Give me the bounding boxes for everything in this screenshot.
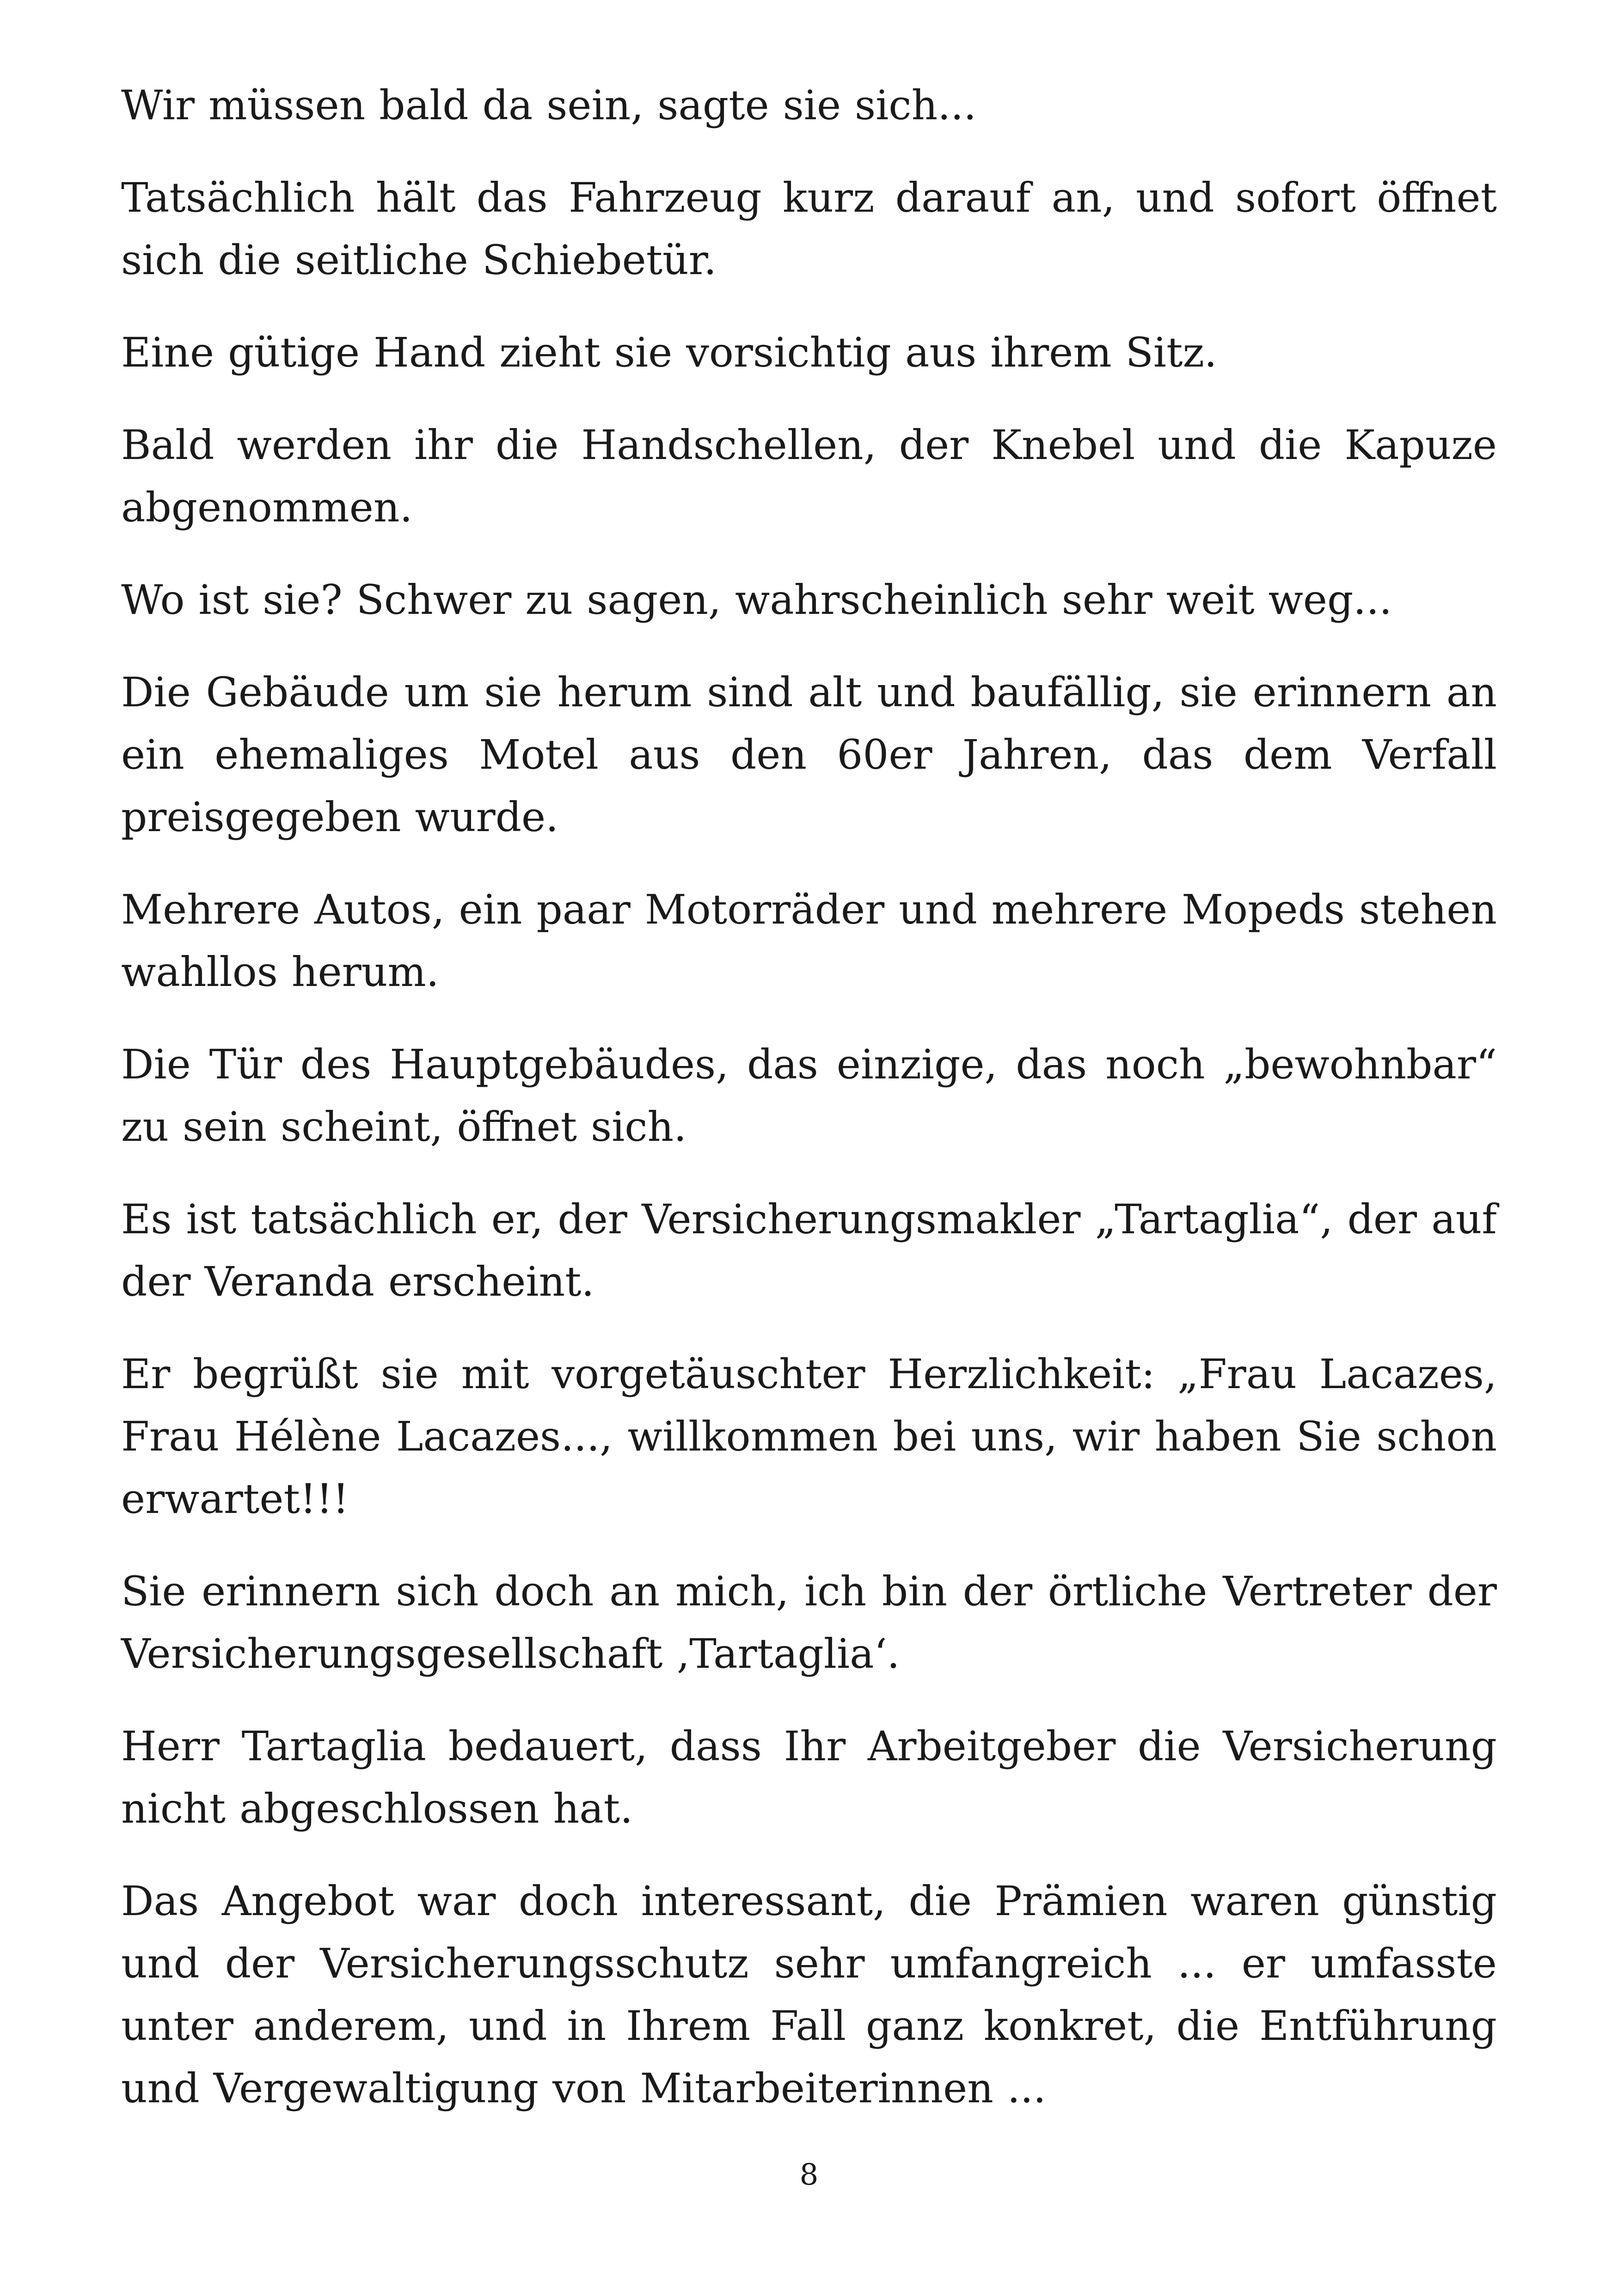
paragraph-11: Sie erinnern sich doch an mich, ich bin der örtliche Vertreter der Versicherungsgesellschaft ‚Tartaglia‘. — [121, 1567, 1497, 1678]
paragraph-7: Mehrere Autos, ein paar Motorräder und mehrere Mopeds stehen wahllos herum. — [121, 886, 1497, 996]
paragraph-6: Die Gebäude um sie herum sind alt und baufällig, sie erinnern an ein ehemaliges Motel aus den 60er Jahren, das dem Verfall preisgegeben wurde. — [121, 668, 1497, 841]
page-number: 8 — [799, 2158, 819, 2192]
paragraph-9: Es ist tatsächlich er, der Versicherungsmakler „Tartaglia“, der auf der Veranda erscheint. — [121, 1195, 1497, 1305]
paragraph-8: Die Tür des Hauptgebäudes, das einzige, das noch „bewohnbar“ zu sein scheint, öffnet sich. — [121, 1041, 1497, 1151]
paragraph-2: Tatsächlich hält das Fahrzeug kurz darauf an, und sofort öffnet sich die seitliche Schiebetür. — [121, 174, 1497, 284]
page-body — [121, 74, 1497, 2119]
paragraph-12: Herr Tartaglia bedauert, dass Ihr Arbeitgeber die Versicherung nicht abgeschlossen hat. — [121, 1722, 1497, 1832]
paragraph-1: Wir müssen bald da sein, sagte sie sich... — [121, 81, 977, 129]
paragraph-4: Bald werden ihr die Handschellen, der Knebel und die Kapuze abgenommen. — [121, 421, 1497, 531]
paragraph-10: Er begrüßt sie mit vorgetäuschter Herzlichkeit: „Frau Lacazes, Frau Hélène Lacazes..., willkommen bei uns, wir haben Sie schon erwartet!!! — [121, 1350, 1497, 1523]
paragraph-13: Das Angebot war doch interessant, die Prämien waren günstig und der Versicherungsschutz sehr umfangreich ... er umfasste unter anderem, und in Ihrem Fall ganz konkret, die Entführung und Vergewaltigung von Mitarbeiterinnen ... — [121, 1877, 1497, 2112]
paragraph-3: Eine gütige Hand zieht sie vorsichtig aus ihrem Sitz. — [121, 329, 1217, 376]
paragraph-5: Wo ist sie? Schwer zu sagen, wahrscheinlich sehr weit weg... — [121, 576, 1392, 624]
